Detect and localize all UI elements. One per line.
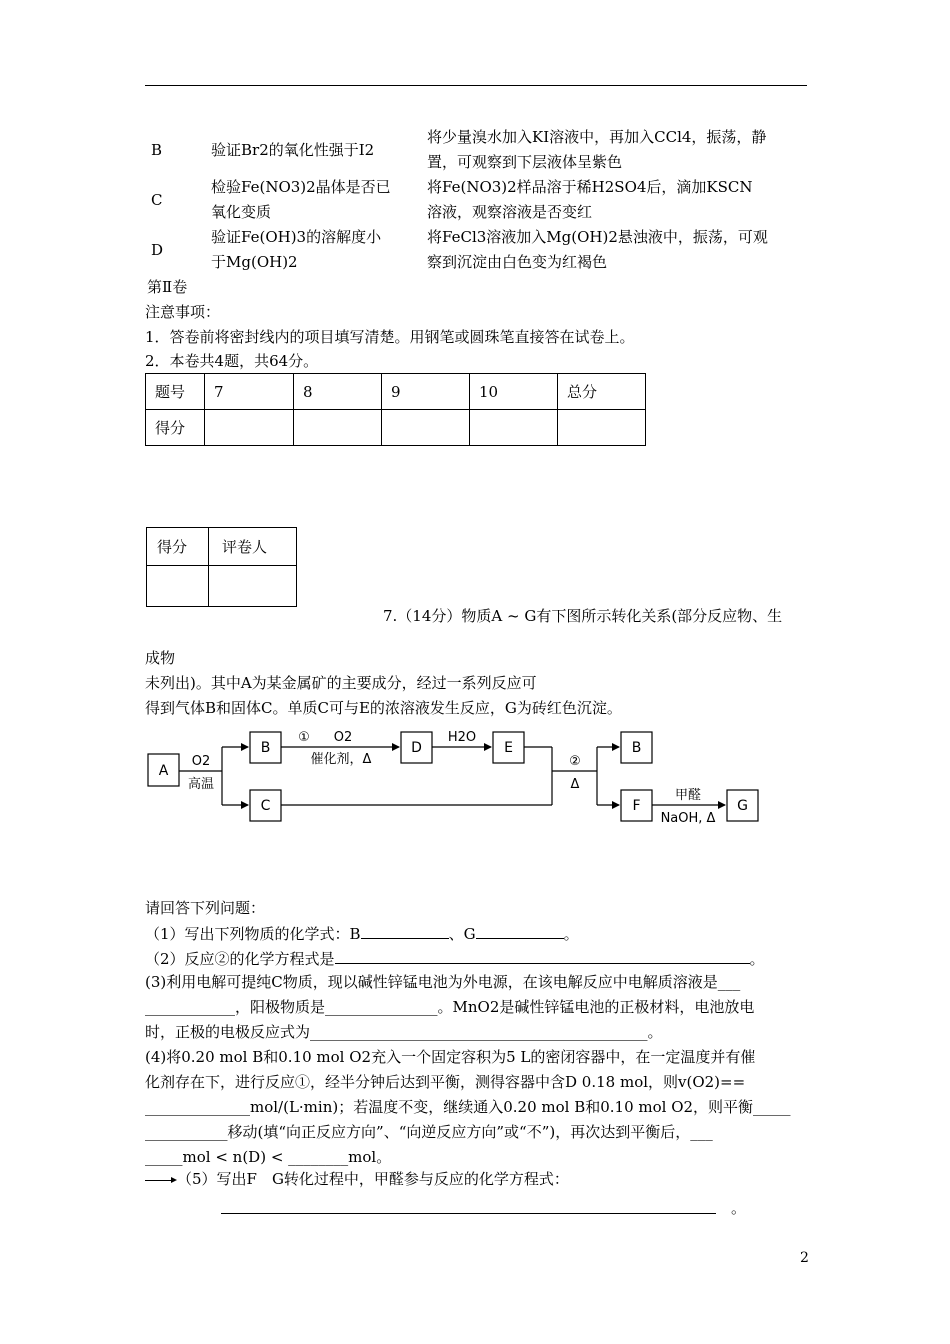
q4-line-4: ___________移动(填“向正反应方向”、“向逆反应方向”或“不”)，再次达到平衡后，___ xyxy=(145,1123,713,1141)
q4-line-3: ______________mol/(L·min)；若温度不变，继续通入0.20 mol B和0.10 mol O2，则平衡_____ xyxy=(145,1098,791,1116)
notice-item-2: 2．本卷共4题，共64分。 xyxy=(145,352,319,370)
option-b-method-2: 置，可观察到下层液体呈紫色 xyxy=(427,153,623,171)
score-header-cell: 题号 xyxy=(146,374,205,410)
section-title: 第Ⅱ卷 xyxy=(147,278,188,296)
q7-intro-line-3: 未列出)。其中A为某金属矿的主要成分，经过一系列反应可 xyxy=(145,674,537,692)
label-step2: ② xyxy=(569,754,581,769)
label-step1-o2: O2 xyxy=(333,730,353,745)
q3-line-2: ____________，阳极物质是_______________。MnO2是碱性锌锰电池的正极材料，电池放电 xyxy=(145,998,755,1016)
q5-answer[interactable] xyxy=(221,1199,716,1214)
label-o2: O2 xyxy=(191,754,211,769)
q2-text-b: 。 xyxy=(749,950,765,968)
option-c-method-1: 将Fe(NO3)2样品溶于稀H2SO4后，滴加KSCN xyxy=(427,178,753,196)
label-formaldehyde: 甲醛 xyxy=(674,788,702,803)
node-e-label: E xyxy=(504,740,513,756)
q7-intro-line-1: 7.（14分）物质A ~ G有下图所示转化关系(部分反应物、生 xyxy=(383,607,783,625)
option-b-purpose: 验证Br2的氧化性强于I2 xyxy=(211,141,375,159)
node-f-label: F xyxy=(632,798,641,814)
label-delta: Δ xyxy=(570,777,580,792)
q5-arrow-icon xyxy=(145,1180,173,1181)
q7-intro-line-4: 得到气体B和固体C。单质C可与E的浓溶液发生反应，G为砖红色沉淀。 xyxy=(145,699,622,717)
label-catalyst: 催化剂，Δ xyxy=(310,752,372,767)
q4-line-5: _____mol < n(D) < ________mol。 xyxy=(145,1148,392,1166)
score-header-cell: 9 xyxy=(382,374,470,410)
q2-answer[interactable] xyxy=(335,949,750,964)
node-b2-label: B xyxy=(631,740,642,756)
node-c-label: C xyxy=(260,798,271,814)
option-d-purpose-1: 验证Fe(OH)3的溶解度小 xyxy=(211,228,382,246)
option-d-method-1: 将FeCl3溶液加入Mg(OH)2悬浊液中，振荡，可观 xyxy=(427,228,768,246)
node-d-label: D xyxy=(411,740,422,756)
q5-text: （5）写出F G转化过程中，甲醛参与反应的化学方程式： xyxy=(177,1170,569,1188)
q1-text-a: （1）写出下列物质的化学式：B xyxy=(145,925,361,943)
notice-item-1: 1．答卷前将密封线内的项目填写清楚。用钢笔或圆珠笔直接答在试卷上。 xyxy=(145,328,635,346)
q1-answer-b[interactable] xyxy=(361,924,449,939)
score-row-label: 得分 xyxy=(146,410,205,446)
label-high-temp: 高温 xyxy=(187,777,215,792)
q3-line-1: (3)利用电解可提纯C物质，现以碱性锌锰电池为外电源，在该电解反应中电解质溶液是___ xyxy=(145,973,741,991)
score-header-cell: 7 xyxy=(205,374,294,410)
score-header-cell: 10 xyxy=(470,374,558,410)
option-d-method-2: 察到沉淀由白色变为红褐色 xyxy=(427,253,608,271)
node-b-label: B xyxy=(260,740,271,756)
label-naoh: NaOH, Δ xyxy=(660,811,716,826)
questions-prompt: 请回答下列问题： xyxy=(145,899,266,917)
grader-name-label: 评卷人 xyxy=(209,528,297,566)
q1-text-b: 、G xyxy=(448,925,476,943)
option-c-letter: C xyxy=(151,191,163,209)
q4-line-2: 化剂存在下，进行反应①，经半分钟后达到平衡，测得容器中含D 0.18 mol，则v(O2)== xyxy=(145,1073,746,1091)
q3-line-3: 时，正极的电极反应式为_____________________________________________。 xyxy=(145,1023,663,1041)
q2-text-a: （2）反应②的化学方程式是 xyxy=(145,950,335,968)
label-step1: ① xyxy=(298,730,310,745)
option-d-letter: D xyxy=(151,241,164,259)
grader-score-label: 得分 xyxy=(147,528,209,566)
option-b-letter: B xyxy=(151,141,163,159)
node-g-label: G xyxy=(737,798,748,814)
q1-answer-g[interactable] xyxy=(476,924,564,939)
q5-end: 。 xyxy=(731,1199,747,1217)
notice-title: 注意事项： xyxy=(145,303,221,321)
q4-line-1: (4)将0.20 mol B和0.10 mol O2充入一个固定容积为5 L的密闭容器中，在一定温度并有催 xyxy=(145,1048,756,1066)
option-d-purpose-2: 于Mg(OH)2 xyxy=(211,253,298,271)
page-number: 2 xyxy=(800,1250,809,1266)
option-c-purpose-2: 氧化变质 xyxy=(211,203,272,221)
score-header-cell: 总分 xyxy=(558,374,646,410)
q2-line xyxy=(145,949,765,969)
node-a-label: A xyxy=(158,763,169,779)
q1-line xyxy=(145,924,579,944)
option-b-method-1: 将少量溴水加入KI溶液中，再加入CCl4，振荡，静 xyxy=(427,128,767,146)
score-header-cell: 8 xyxy=(294,374,382,410)
option-c-method-2: 溶液，观察溶液是否变红 xyxy=(427,203,593,221)
q7-intro-line-2: 成物 xyxy=(145,649,176,667)
option-c-purpose-1: 检验Fe(NO3)2晶体是否已 xyxy=(211,178,391,196)
q1-text-c: 。 xyxy=(563,925,579,943)
label-h2o: H2O xyxy=(447,730,477,745)
